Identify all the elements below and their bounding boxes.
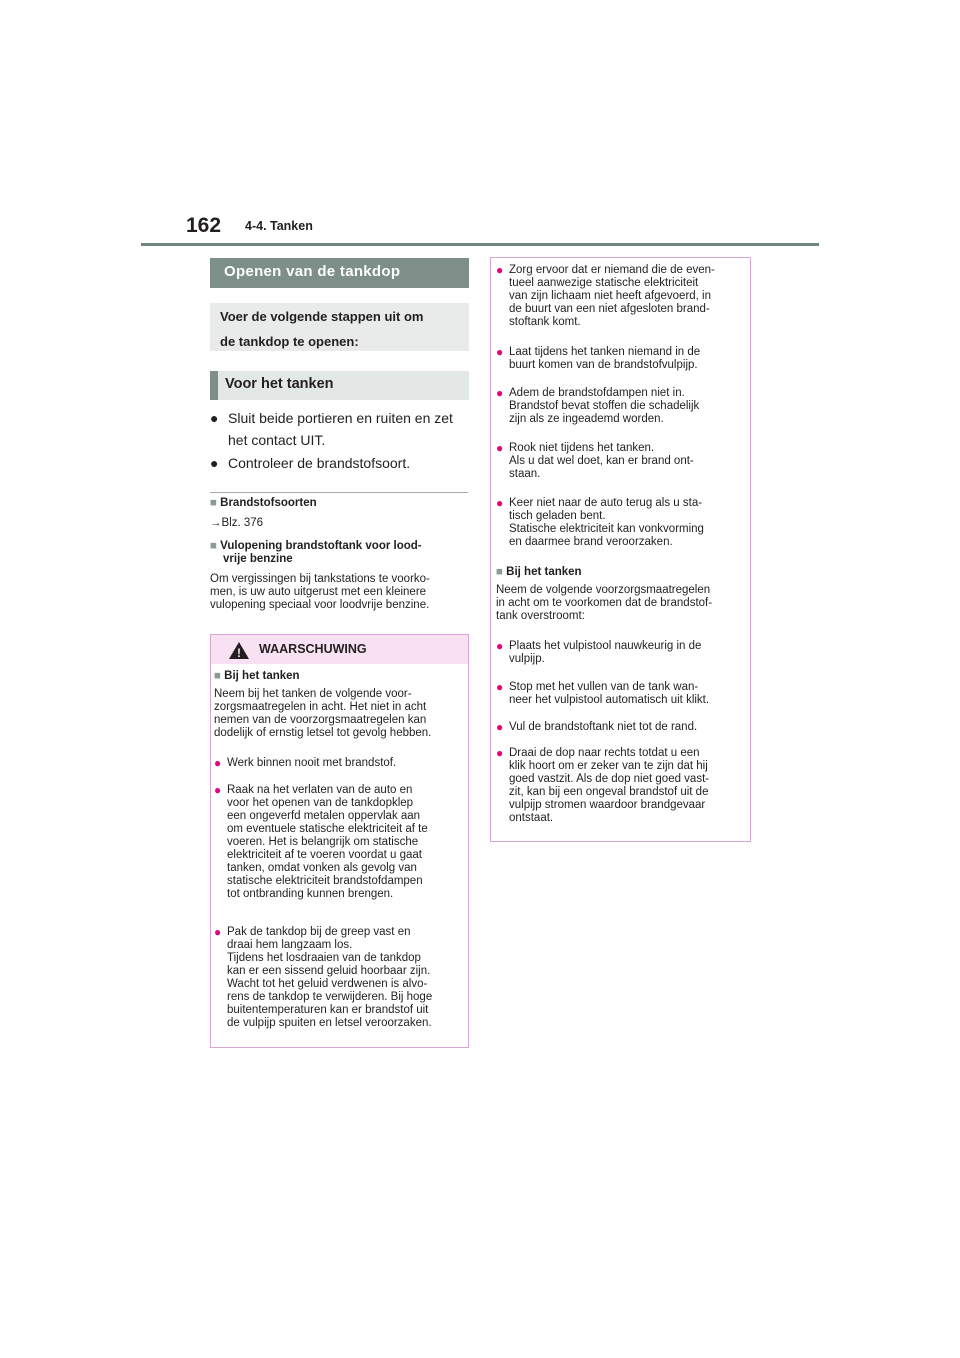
warning-item-1 [214, 757, 466, 770]
right-item-4 [496, 442, 746, 481]
filler-heading-line-2: vrije benzine [223, 553, 293, 565]
step-bullet-2 [210, 452, 472, 474]
bullet-icon: ● [214, 925, 222, 939]
warning-item-line: statische elektriciteit brandstofdampen [227, 875, 423, 887]
warning-intro-line: zorgsmaatregelen in acht. Het niet in acht [214, 701, 427, 713]
warning-item-line: tanken, omdat vonken als gevolg van [227, 862, 417, 874]
right-item-line: Brandstof bevat stoffen die schadelijk [509, 400, 700, 412]
divider [210, 492, 468, 493]
warning-item-line: voeren. Het is belangrijk om statische [227, 836, 419, 848]
warning-item-line: elektriciteit af te voeren voordat u gaat [227, 849, 422, 861]
warning-item-line: Wacht tot het geluid verdwenen is alvo- [227, 978, 428, 990]
right-item-line: Draai de dop naar rechts totdat u een [509, 747, 700, 759]
warning-continuation-box [490, 257, 751, 842]
filler-text-line: vulopening speciaal voor loodvrije benzine. [210, 599, 430, 611]
right-item-line: staan. [509, 468, 541, 480]
step-1-line-2: het contact UIT. [228, 432, 326, 448]
right-item-line: Stop met het vullen van de tank wan- [509, 681, 699, 693]
warning-title: WAARSCHUWING [259, 642, 367, 656]
right-item-6 [496, 640, 746, 666]
section-title: 4-4. Tanken [245, 219, 313, 233]
right-intro-line: Neem de volgende voorzorgsmaatregelen [496, 584, 711, 596]
right-item-line: tueel aanwezige statische elektriciteit [509, 277, 699, 289]
right-item-line: Statische elektriciteit kan vonkvorming [509, 523, 704, 535]
right-intro-line: in acht om te voorkomen dat de brandstof- [496, 597, 713, 609]
warning-intro-line: dodelijk of ernstig letsel tot gevolg hebben. [214, 727, 432, 739]
warning-item-line: rens de tankdop te verwijderen. Bij hoge [227, 991, 433, 1003]
section-heading-bar [210, 258, 469, 288]
filler-heading-row [210, 540, 470, 566]
bullet-icon: ● [214, 783, 222, 797]
filler-paragraph [210, 573, 472, 612]
bullet-icon: ● [496, 746, 504, 760]
warning-item-line: Werk binnen nooit met brandstof. [227, 757, 397, 769]
square-bullet-icon: ■ [496, 566, 503, 578]
bullet-icon: ● [496, 639, 504, 653]
right-heading: Bij het tanken [506, 566, 582, 578]
filler-text-line: Om vergissingen bij tankstations te voorko- [210, 573, 430, 585]
header-rule [141, 243, 819, 246]
step-2-line-1: Controleer de brandstofsoort. [228, 455, 411, 471]
right-item-line: en daarmee brand veroorzaken. [509, 536, 673, 548]
warning-item-line: voor het openen van de tankdopklep [227, 797, 414, 809]
right-item-2 [496, 346, 746, 372]
subsection-heading: Voor het tanken [225, 376, 334, 392]
right-item-line: neer het vulpistool automatisch uit klikt. [509, 694, 710, 706]
section-heading: Openen van de tankdop [224, 263, 401, 280]
right-item-line: Zorg ervoor dat er niemand die de even- [509, 264, 715, 276]
right-item-line: vulpijp stromen waardoor brandgevaar [509, 799, 706, 811]
right-item-7 [496, 681, 746, 707]
right-item-9 [496, 747, 746, 825]
warning-heading-row [214, 670, 300, 683]
arrow-icon: → [210, 517, 222, 529]
right-item-3 [496, 387, 746, 426]
warning-item-line: de vulpijp spuiten en letsel veroorzaken. [227, 1017, 432, 1029]
right-item-line: Vul de brandstoftank niet tot de rand. [509, 721, 698, 733]
warning-item-line: Tijdens het losdraaien van de tankdop [227, 952, 421, 964]
bullet-icon: ● [496, 496, 504, 510]
warning-header [211, 635, 468, 664]
filler-text-line: men, is uw auto uitgerust met een kleinere [210, 586, 427, 598]
warning-item-line: buitentemperaturen kan er brandstof uit [227, 1004, 429, 1016]
right-item-line: goed vastzit. Als de dop niet goed vast- [509, 773, 710, 785]
fuel-types-heading: Brandstofsoorten [220, 497, 317, 509]
warning-intro [214, 688, 466, 740]
right-item-line: Rook niet tijdens het tanken. [509, 442, 655, 454]
right-item-line: Laat tijdens het tanken niemand in de [509, 346, 701, 358]
subsection-accent [210, 371, 218, 400]
right-item-8 [496, 721, 746, 734]
right-item-5 [496, 497, 746, 549]
right-item-line: tisch geladen bent. [509, 510, 606, 522]
bullet-icon: ● [496, 345, 504, 359]
warning-box [210, 634, 469, 1048]
right-item-line: stoftank komt. [509, 316, 581, 328]
right-item-line: zijn als ze ingeademd worden. [509, 413, 664, 425]
subsection-heading-bar [210, 371, 469, 400]
warning-item-line: draai hem langzaam los. [227, 939, 353, 951]
filler-heading-line-1: Vulopening brandstoftank voor lood- [220, 540, 422, 552]
right-heading-row [496, 566, 582, 579]
bullet-icon: ● [496, 680, 504, 694]
step-1-line-1: Sluit beide portieren en ruiten en zet [228, 410, 453, 426]
bullet-icon: ● [496, 386, 504, 400]
bullet-icon: ● [210, 410, 219, 426]
page-reference-link[interactable]: Blz. 376 [221, 517, 264, 529]
warning-intro-line: nemen van de voorzorgsmaatregelen kan [214, 714, 427, 726]
right-item-line: zit, kan bij een ongeval brandstof uit de [509, 786, 709, 798]
right-item-line: vulpijp. [509, 653, 545, 665]
right-item-line: van zijn lichaam niet heeft afgevoerd, in [509, 290, 712, 302]
intro-line-1: Voer de volgende stappen uit om [220, 309, 424, 324]
bullet-icon: ● [496, 263, 504, 277]
warning-item-line: een ongeverfd metalen oppervlak aan [227, 810, 421, 822]
warning-heading: Bij het tanken [224, 670, 300, 682]
warning-intro-line: Neem bij het tanken de volgende voor- [214, 688, 412, 700]
fuel-types-heading-row [210, 497, 317, 510]
square-bullet-icon: ■ [214, 670, 221, 682]
right-item-line: Als u dat wel doet, kan er brand ont- [509, 455, 694, 467]
right-item-line: buurt komen van de brandstofvulpijp. [509, 359, 698, 371]
warning-item-line: Raak na het verlaten van de auto en [227, 784, 413, 796]
right-intro [496, 584, 748, 623]
right-item-line: Adem de brandstofdampen niet in. [509, 387, 685, 399]
warning-item-3 [214, 926, 466, 1030]
fuel-types-reference[interactable] [210, 517, 263, 530]
step-bullet-1 [210, 407, 472, 451]
page-number: 162 [186, 214, 222, 237]
warning-triangle-icon [228, 641, 250, 660]
right-item-line: Keer niet naar de auto terug als u sta- [509, 497, 703, 509]
bullet-icon: ● [496, 441, 504, 455]
bullet-icon: ● [214, 756, 222, 770]
warning-item-line: Pak de tankdop bij de greep vast en [227, 926, 411, 938]
svg-text:!: ! [237, 646, 241, 660]
bullet-icon: ● [496, 720, 504, 734]
intro-box [210, 303, 469, 351]
warning-item-line: tot ontbranding kunnen brengen. [227, 888, 394, 900]
bullet-icon: ● [210, 455, 219, 471]
right-item-1 [496, 264, 746, 329]
right-intro-line: tank overstroomt: [496, 610, 585, 622]
right-item-line: ontstaat. [509, 812, 554, 824]
square-bullet-icon: ■ [210, 540, 217, 552]
square-bullet-icon: ■ [210, 497, 217, 509]
right-item-line: de buurt van een niet afgesloten brand- [509, 303, 710, 315]
right-item-line: klik hoort om er zeker van te zijn dat hij [509, 760, 708, 772]
intro-line-2: de tankdop te openen: [220, 334, 359, 349]
warning-item-line: kan er een sissend geluid hoorbaar zijn. [227, 965, 431, 977]
warning-item-2 [214, 784, 466, 901]
warning-item-line: om eventuele statische elektriciteit af te [227, 823, 428, 835]
right-item-line: Plaats het vulpistool nauwkeurig in de [509, 640, 702, 652]
